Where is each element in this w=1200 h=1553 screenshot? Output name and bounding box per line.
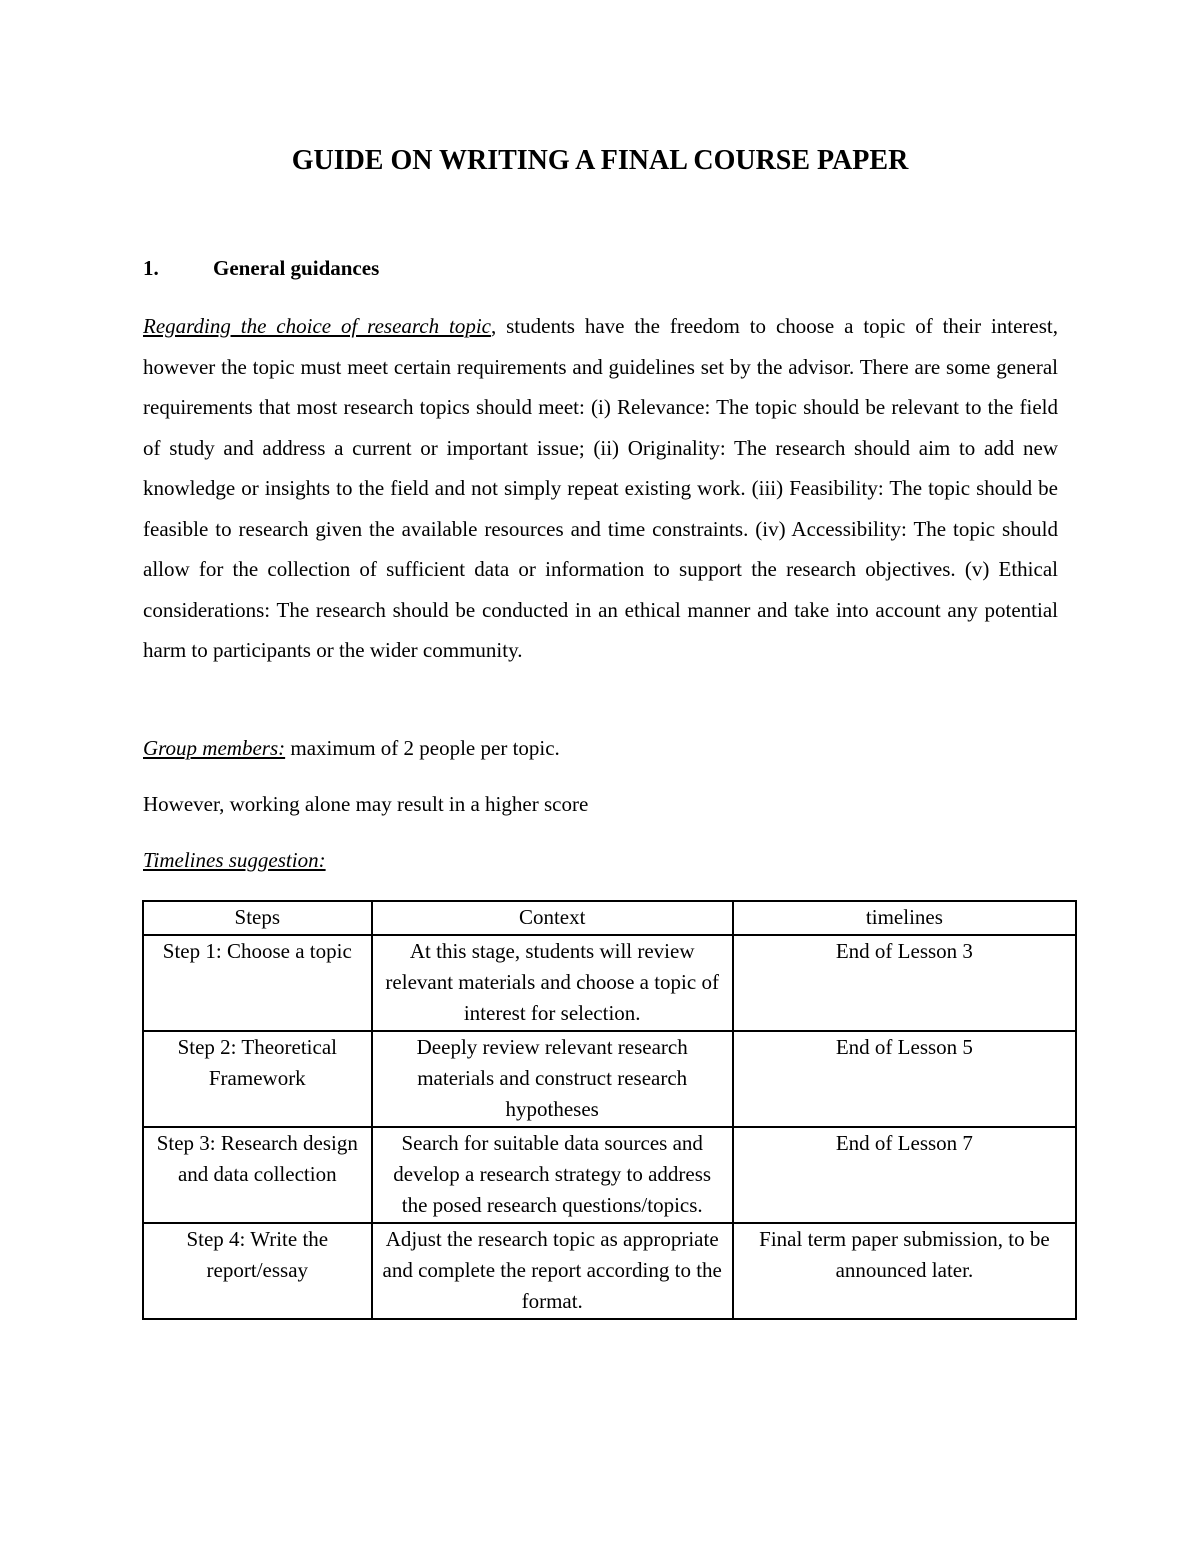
table-row (143, 935, 1076, 1031)
group-members-paragraph (143, 728, 1058, 769)
section-number: 1. (143, 256, 159, 280)
cell-step: Step 2: Theoretical Framework (143, 1031, 372, 1127)
cell-timeline: End of Lesson 7 (733, 1127, 1076, 1223)
cell-context: Adjust the research topic as appropriate and complete the report according to the format. (372, 1223, 733, 1319)
table-header-row (143, 901, 1076, 935)
cell-context: Search for suitable data sources and develop a research strategy to address the posed research questions/topics. (372, 1127, 733, 1223)
cell-context: Deeply review relevant research materials and construct research hypotheses (372, 1031, 733, 1127)
cell-context: At this stage, students will review relevant materials and choose a topic of interest for selection. (372, 935, 733, 1031)
cell-timeline: End of Lesson 5 (733, 1031, 1076, 1127)
cell-step: Step 1: Choose a topic (143, 935, 372, 1031)
topic-paragraph-lead: Regarding the choice of research topic (143, 314, 491, 338)
cell-step: Step 4: Write the report/essay (143, 1223, 372, 1319)
table-row (143, 1031, 1076, 1127)
table-row (143, 1127, 1076, 1223)
group-members-lead: Group members: (143, 736, 286, 760)
header-steps: Steps (143, 901, 372, 935)
table-row (143, 1223, 1076, 1319)
header-context: Context (372, 901, 733, 935)
topic-paragraph (143, 306, 1058, 671)
group-members-text: maximum of 2 people per topic. (285, 736, 560, 760)
working-alone-note: However, working alone may result in a higher score (143, 792, 589, 816)
header-timelines: timelines (733, 901, 1076, 935)
cell-timeline: End of Lesson 3 (733, 935, 1076, 1031)
timeline-label (143, 840, 1058, 881)
section-heading (143, 254, 379, 282)
section-heading-text: General guidances (213, 256, 380, 280)
timeline-label-text: Timelines suggestion: (143, 848, 326, 872)
cell-step: Step 3: Research design and data collection (143, 1127, 372, 1223)
document-title: GUIDE ON WRITING A FINAL COURSE PAPER (291, 145, 909, 176)
cell-timeline: Final term paper submission, to be announced later. (733, 1223, 1076, 1319)
topic-paragraph-text: , students have the freedom to choose a topic of their interest, however the topic must meet certain requirements and guidelines set by the advisor. There are some general requirements that most research topics should meet: (i) Relevance: The topic should be relevant to the field of study and address a current or important issue; (ii) Originality: The research should aim to add new knowledge or insights to the field and not simply repeat existing work. (iii) Feasibility: The topic should be feasible to research given the available resources and time constraints. (iv) Accessibility: The topic should allow for the collection of sufficient data or information to support the research objectives. (v) Ethical considerations: The research should be conducted in an ethical manner and take into account any potential harm to participants or the wider community. (143, 314, 1059, 662)
timeline-table (142, 900, 1077, 1320)
